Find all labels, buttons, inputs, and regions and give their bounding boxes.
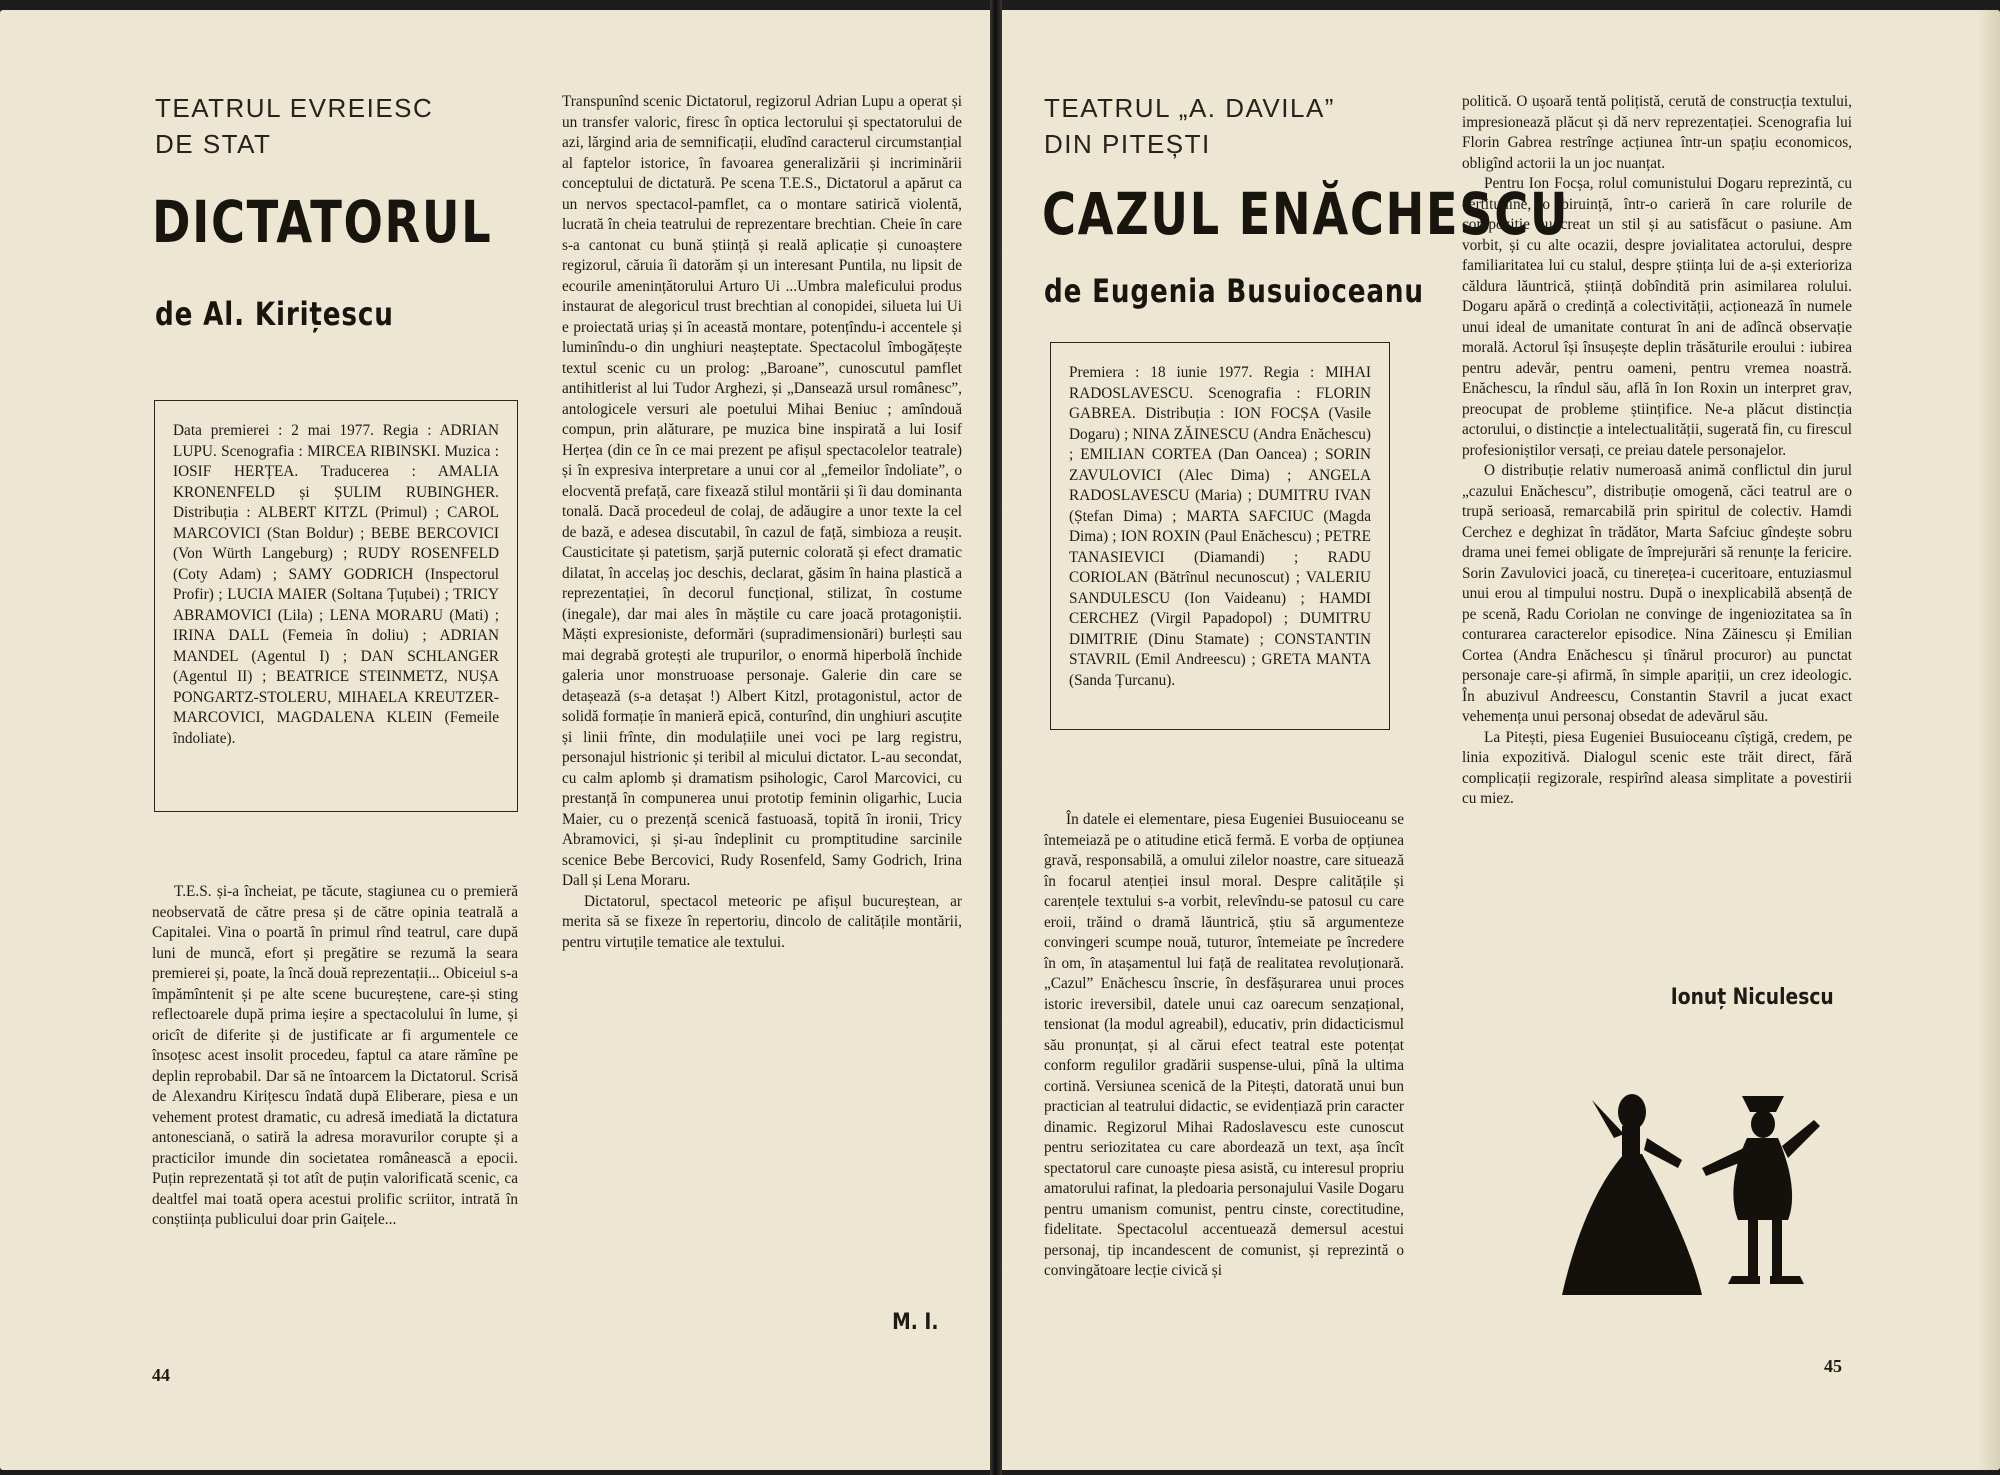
article-title: CAZUL ENĂCHESCU bbox=[1042, 180, 1570, 248]
credits-text: Data premierei : 2 mai 1977. Regia : ADRIAN LUPU. Scenografia : MIRCEA RIBINSKI. Muzica : IOSIF HERȚEA. Traducerea : AMALIA KRONENFELD și ȘULIM RUBINGHER. Distribuția : ALBERT KITZL (Primul) ; CAROL MARCOVICI (Stan Boldur) ; BEBE BERCOVICI (Von Würth Langeburg) ; RUDY ROSENFELD (Coty Adam) ; SAMY GODRICH (Inspectorul Profir) ; LUCIA MAIER (Soltana Țuțubei) ; TRICY ABRAMOVICI (Lila) ; LENA MORARU (Mati) ; IRINA DALL (Femeia în doliu) ; ADRIAN MANDEL (Agentul I) ; DAN SCHLANGER (Agentul II) ; BEATRICE STEINMETZ, NUȘA PONGARTZ-STOLERU, MIHAELA KREUTZER-MARCOVICI, MAGDALENA KLEIN (Femeile îndoliate). bbox=[173, 422, 499, 747]
theatre-line-1: TEATRUL „A. DAVILA” bbox=[1044, 93, 1335, 123]
column-1 bbox=[1044, 810, 1404, 1338]
theatre-heading bbox=[1044, 90, 1335, 162]
paragraph: Pentru Ion Focșa, rolul comunistului Dogaru reprezintă, cu certitudine, o biruință, într-o carieră în care rolurile de compoziție au creat un stil și au satisfăcut o pasiune. Am vorbit, și cu alte ocazii, despre jovialitatea actorului, despre familiaritatea lui cu stalul, despre știința lui de a-și exterioriza căldura lăuntrică, știință dobîndită prin asimilarea rolului. Dogaru apără o credință a colectivității, acționează în numele unui ideal de umanitate conturat în ani de adîncă observație morală. Actorul își însușește deplin trăsăturile eroului : iubirea pentru adevăr, pentru oameni, pentru vremea noastră. Enăchescu, la rîndul său, află în Ion Roxin un interpret grav, preocupat de probleme științifice. Ne-a plăcut distincția actorului, o distincție a intelectualității, sugerată fin, cu firescul profesioniștilor versați, ce preiau datele personajelor. bbox=[1462, 175, 1852, 459]
signature: M. I. bbox=[891, 1310, 938, 1335]
theatre-heading bbox=[155, 90, 433, 162]
page-number: 44 bbox=[152, 1365, 170, 1385]
column-2 bbox=[1462, 92, 1852, 982]
book-gutter bbox=[990, 0, 1002, 1475]
theatre-line-2: DE STAT bbox=[155, 129, 272, 159]
credits-text: Premiera : 18 iunie 1977. Regia : MIHAI RADOSLAVESCU. Scenografia : FLORIN GABREA. Distribuția : ION FOCȘA (Vasile Dogaru) ; NINA ZĂINESCU (Andra Enăchescu) ; EMILIAN CORTEA (Dan Oancea) ; SORIN ZAVULOVICI (Alec Dima) ; ANGELA RADOSLAVESCU (Maria) ; DUMITRU IVAN (Ștefan Dima) ; MARTA SAFCIUC (Magda Dima) ; ION ROXIN (Paul Enăchescu) ; PETRE TANASIEVICI (Diamandi) ; RADU CORIOLAN (Bătrînul necunoscut) ; VALERIU SANDULESCU (Ion Vaideanu) ; HAMDI CERCHEZ (Virgil Papadopol) ; DUMITRU DIMITRIE (Dinu Stamate) ; CONSTANTIN STAVRIL (Emil Andreescu) ; GRETA MANTA (Sanda Țurcanu). bbox=[1069, 364, 1371, 689]
page-number: 45 bbox=[1824, 1356, 1842, 1376]
paragraph: T.E.S. și-a încheiat, pe tăcute, stagiunea cu o premieră neobservată de către presa și de către opinia teatrală a Capitalei. Vina o poartă în primul rînd teatrul, care după luni de muncă, efort și pregătire se rezumă la seara premierei și, poate, la încă două reprezentații... Obiceiul s-a împămîntenit și pe alte scene bucureștene, care-și sting reflectoarele după prima ieșire a spectacolului în lume, și oricît de diferite și de justificate ar fi argumentele ce însoțesc acest insolit procedeu, faptul ca atare rămîne pe deplin reprobabil. Dar să ne întoarcem la Dictatorul. Scrisă de Alexandru Kirițescu îndată după Eliberare, piesa e un vehement protest dramatic, cu adresă imediată la dictatura antonesciană, o satiră la adresa moravurilor corupte și a practicilor imunde din societatea românească a epocii. Puțin reprezentată și tot atît de puțin valorificată scenic, ca dealtfel mai toată opera acestui prolific scriitor, intrată în conștiința publicului doar prin Gaițele... bbox=[152, 883, 518, 1228]
paragraph: Dictatorul, spectacol meteoric pe afișul bucureștean, ar merita să se fixeze în repertoriu, dincolo de calitățile montării, pentru virtuțile tematice ale textului. bbox=[562, 892, 962, 951]
theatre-line-1: TEATRUL EVREIESC bbox=[155, 93, 434, 123]
paragraph: O distribuție relativ numeroasă animă conflictul din jurul „cazului Enăchescu”, distribuție omogenă, căci teatrul are o trupă serioasă, remarcabilă prin spiritul de colectiv. Hamdi Cerchez e deghizat în trădător, Marta Safciuc gîndește sobru drama unei femei obligate de împrejurări să renunțe la fericire. Sorin Zavulovici joacă, cu tinerețea-i cuceritoare, entuziasmul unui erou al timpului nostru. După o inexplicabilă absență de pe scenă, Radu Coriolan ne convinge de ingeniozitatea sa în conturarea caracterelor episodice. Nina Zăinescu și Emilian Cortea (Andra Enăchescu și tînărul procuror) au punctat personaje care-și afirmă, în simple apariții, un crez ideologic. În abuzivul Andreescu, Constantin Stavril a jucat exact vehemența unui personaj obsedat de adevărul său. bbox=[1462, 462, 1852, 725]
dancers-illustration bbox=[1552, 1090, 1842, 1310]
left-page bbox=[0, 10, 990, 1470]
article-byline: de Eugenia Busuioceanu bbox=[1044, 272, 1424, 310]
paragraph: Transpunînd scenic Dictatorul, regizorul Adrian Lupu a operat și un transfer valoric, firesc în optica lectorului și spectatorului de azi, lărgind aria de semnificații, eludînd caracterul circumstanțial al faptelor istorice, în favoarea generalizării și incriminării conceptului de dictatură. Pe scena T.E.S., Dictatorul a apărut ca un nervos spectacol-pamflet, ca o montare satirică violentă, lucrată în cheia teatrului de reprezentare brechtian. Cheie în care s-a cantonat cu bună știință și reală aplicație și cunoaștere regizorul, căruia îi datorăm și un interesant Puntila, nu lipsit de ecourile amenințătorului Arturo Ui ...Umbra maleficului produs instaurat de alegoricul trust brechtian al conopidei, silueta lui Ui e proiectată uriaș și în această montare, potențîndu-i accentele și luminîndu-o din unghiuri neașteptate. Spectacolul îmbogățește textul scenic cu un prolog: „Baroane”, cunoscutul pamflet antihitlerist al lui Tudor Arghezi, și „Dansează ursul românesc”, antologicele versuri ale poetului Mihai Beniuc ; amîndouă compun, prin alăturare, pe muzica bine inspirată a lui Iosif Herțea (din ce în ce mai prezent pe afișul spectacolelor teatrale) și în expresiva interpretare a unui cor al „femeilor îndoliate”, o elocventă prefață, care fixează stilul montării și îi dau dominanta tonală. Dacă procedeul de colaj, de adăugire a unor texte la cel de bază, e adesea discutabil, în cazul de față, simbioza a reușit. Causticitate și patetism, șarjă puternic colorată și efect dramatic dilatat, în accelaș joc deschis, declarat, găsim în haina plastică a reprezentației, în decorul funcțional, stilizat, în costume (inegale), dar mai ales în măștile cu care joacă protagoniștii. Măști expresioniste, deformări (supradimensionări) burlești sau mai degrabă grotești ale trupurilor, o enormă hiperbolă închide galeria unor monstruoase personaje. Galerie din care se detașează (s-a detașat !) Albert Kitzl, protagonistul, actor de solidă formație în manieră epică, conturînd, din unghiuri ascuțite și linii frînte, din modulațiile unei voci pe larg registru, personajul histrionic și teribil al micului dictator. L-au secondat, cu calm aplomb și dramatism psihologic, Carol Marcovici, cu prestanță în compunerea unui prototip feminin oligarhic, Lucia Maier, cu o prezență scenică fastuoasă, topită în ironii, Tricy Abramovici, și și-au îndeplinit cu promptitudine sarcinile scenice Bebe Bercovici, Rudy Rosenfeld, Samy Godrich, Irina Dall și Lena Moraru. bbox=[562, 93, 962, 889]
paragraph: În datele ei elementare, piesa Eugeniei Busuioceanu se întemeiază pe o atitudine etică fermă. E vorba de opțiunea gravă, responsabilă, a omului zilelor noastre, care situează în focarul atenției insul moral. Despre calitățile și carențele textului s-a vorbit, relevîndu-se patosul cu care eroii, trăind o dramă lăuntrică, știu să argumenteze convingeri scumpe nouă, tuturor, întemeiate pe încredere în om, în atașamentul lui față de realitatea revoluționară. „Cazul” Enăchescu înscrie, în desfășurarea unui proces istoric ireversibil, datele unui caz oarecum senzațional, tensionat (la modul agreabil), educativ, prin didacticismul său pronunțat, și al cărui efect teatral este potențat conform regulilor gradării suspense-ului, pînă la ultima cortină. Versiunea scenică de la Pitești, datorată unui bun practician al teatrului didactic, se evidențiază prin caracter dinamic. Regizorul Mihai Radoslavescu este cunoscut pentru seriozitatea cu care abordează un text, așa încît spectatorul care cunoaște piesa asistă, cu interesul propriu amatorului rafinat, la pledoaria personajului Vasile Dogaru pentru umanism comunist, pentru cinste, corectitudine, fidelitate. Spectacolul accentuează demersul acestui personaj, tip incandescent de comunist, și reprezintă o convingătoare lecție civică și bbox=[1044, 811, 1404, 1279]
column-2 bbox=[562, 92, 962, 1282]
article-byline: de Al. Kirițescu bbox=[155, 295, 394, 333]
paragraph: politică. O ușoară tentă polițistă, cerută de construcția textului, impresionează plăcut și dă nerv reprezentației. Scenografia lui Florin Gabrea restrînge acțiunea într-un spațiu economicos, obligînd actorii la un joc nuanțat. bbox=[1462, 93, 1852, 172]
column-1 bbox=[152, 882, 518, 1350]
right-page bbox=[1002, 10, 2000, 1470]
paragraph: La Pitești, piesa Eugeniei Busuioceanu cîștigă, credem, pe linia expozitivă. Dialogul scenic este trăit direct, fără complicații regizorale, respirînd aleasa simplitate a povestirii cu miez. bbox=[1462, 728, 1852, 807]
article-title: DICTATORUL bbox=[152, 188, 493, 256]
signature: Ionuț Niculescu bbox=[1671, 985, 1834, 1010]
credits-box bbox=[154, 400, 518, 812]
credits-box bbox=[1050, 342, 1390, 730]
theatre-line-2: DIN PITEȘTI bbox=[1044, 129, 1211, 159]
page-edge bbox=[1978, 10, 2000, 1470]
